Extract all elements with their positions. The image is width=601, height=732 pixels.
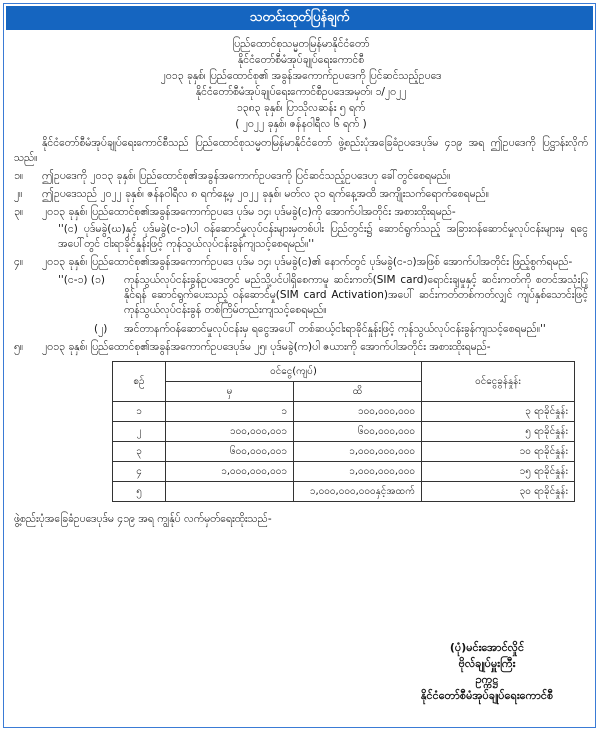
- cell-rate: ၁၀ ရာခိုင်နှုန်း: [422, 442, 575, 462]
- cell-rate: ၃၀ ရာခိုင်နှုန်း: [422, 482, 575, 502]
- signature-block: [387, 640, 587, 704]
- col-header-income: ဝင်ငွေ(ကျပ်): [166, 362, 422, 382]
- header-line-5: ၁၃၈၃ ခုနှစ်၊ ပြာသိုလဆန်း ၅ ရက်: [236, 102, 366, 114]
- cell-index: ၂: [113, 422, 166, 442]
- cell-rate: ၁၅ ရာခိုင်နှုန်း: [422, 462, 575, 482]
- table-row: [113, 422, 575, 442]
- section-5: [14, 340, 588, 355]
- subsection-text: ကုန်သွယ်လုပ်ငန်းခွန်ဥပဒေတွင် မည်သို့ပင်ပါရှိစေကာမူ ဆင်းကတ်(SIM card)ရောင်းချမှုနှင့် ဆင်းကတ်ကို စတင်အသုံးပြုနိုင်ရန် ဆောင်ရွက်ပေးသည့် ဝန်ဆောင်မှု(SIM card Activation)အပေါ် ဆင်းကတ်တစ်ကတ်လျှင် ကျပ်နှစ်သောင်းဖြင့် ကုန်သွယ်လုပ်ငန်းခွန် တစ်ကြိမ်တည်းကျသင့်စေရမည်။: [124, 274, 588, 316]
- col-header-to: ထိ: [294, 382, 422, 402]
- section-number: ၅။: [14, 341, 24, 353]
- cell-index: ၅: [113, 482, 166, 502]
- subsection-text: အင်တာနက်ဝန်ဆောင်မှုလုပ်ငန်းမှ ရငွေအပေါ် တစ်ဆယ့်ငါးရာခိုင်နှုန်းဖြင့် ကုန်သွယ်လုပ်ငန်းခွန်ကျသင့်စေရမည်။'': [124, 323, 546, 335]
- subsection-2: [14, 322, 588, 337]
- cell-to: ၁,၀၀၀,၀၀၀,၀၀၀: [294, 462, 422, 482]
- header-line-2: နိုင်ငံတော်စီမံအုပ်ချုပ်ရေးကောင်စီ: [237, 54, 365, 66]
- table-row: [113, 462, 575, 482]
- cell-to: ၆၀၀,၀၀၀,၀၀၀: [294, 422, 422, 442]
- table-row: [113, 442, 575, 462]
- header-line-6: ( ၂၀၂၂ ခုနှစ်၊ ဇန်နဝါရီလ ၆ ရက် ): [235, 118, 367, 130]
- section-3-quote: ''(င) ပုဒ်မခွဲ(ဃ)နှင့် ပုဒ်မခွဲ(င-၁)ပါ ဝန်ဆောင်မှုလုပ်ငန်းများမှတစ်ပါး ပြည်တွင်း၌ ဆောင်ရွက်သည့် အခြားဝန်ဆောင်မှုလုပ်ငန်းများမှ ရငွေအပေါ်တွင် ငါးရာခိုင်နှုန်းဖြင့် ကုန်သွယ်လုပ်ငန်းခွန်ကျသင့်စေရမည်။'': [58, 223, 588, 250]
- cell-index: ၁: [113, 402, 166, 422]
- signatory-title: ဥက္ကဋ္ဌ: [475, 673, 499, 686]
- section-text: ဤဥပဒေသည် ၂၀၂၂ ခုနှစ်၊ ဇန်နဝါရီလ ၈ ရက်နေ့မှ ၂၀၂၂ ခုနှစ်၊ မတ်လ ၃၁ ရက်နေ့အထိ အကျိုးသက်ရောက်စေရမည်။: [42, 188, 489, 200]
- section-number: ၂။: [14, 188, 23, 200]
- header-line-4: နိုင်ငံတော်စီမံအုပ်ချုပ်ရေးကောင်စီဥပဒေအမှတ်၊ ၁/၂၀၂၂: [195, 86, 407, 98]
- cell-index: ၃: [113, 442, 166, 462]
- cell-to: ၁,၀၀၀,၀၀၀,၀၀၀: [294, 442, 422, 462]
- cell-from: [166, 482, 294, 502]
- cell-from: ၆၀၀,၀၀၀,၀၀၁: [166, 442, 294, 462]
- table-row: [113, 402, 575, 422]
- cell-from: ၁၀၀,၀၀၀,၀၀၁: [166, 422, 294, 442]
- section-number: ၃။: [14, 206, 24, 218]
- header-line-3: ၂၀၁၃ ခုနှစ်၊ ပြည်ထောင်စု၏ အခွန်အကောက်ဥပဒေကို ပြင်ဆင်သည့်ဥပဒေ: [160, 70, 442, 82]
- subsection-label: ''(င-၁) (၁): [58, 274, 105, 286]
- press-release-banner: သတင်းထုတ်ပြန်ချက်: [6, 6, 593, 30]
- closing-line: ဖွဲ့စည်းပုံအခြေခံဥပဒေပုဒ်မ ၄၁၉ အရ ကျွန်ုပ် လက်မှတ်ရေးထိုးသည်-: [14, 513, 272, 525]
- cell-rate: ၅ ရာခိုင်နှုန်း: [422, 422, 575, 442]
- col-header-from: မှ: [166, 382, 294, 402]
- cell-to: ၁၀၀,၀၀၀,၀၀၀: [294, 402, 422, 422]
- subsection-1: [14, 273, 588, 318]
- col-header-rate: ဝင်ငွေခွန်နှုန်း: [422, 362, 575, 402]
- signatory-rank: ဗိုလ်ချုပ်မှူးကြီး: [458, 657, 516, 670]
- col-header-index: စဉ်: [113, 362, 166, 402]
- section-1: [14, 169, 588, 184]
- section-number: ၄။: [14, 256, 24, 268]
- cell-index: ၄: [113, 462, 166, 482]
- cell-rate: ၃ ရာခိုင်နှုန်း: [422, 402, 575, 422]
- document-header: [14, 37, 588, 132]
- income-tax-table: [112, 361, 575, 502]
- signatory-organization: နိုင်ငံတော်စီမံအုပ်ချုပ်ရေးကောင်စီ: [420, 689, 554, 702]
- section-text: ဤဥပဒေကို ၂၀၁၃ ခုနှစ်၊ ပြည်ထောင်စု၏အခွန်အကောက်ဥပဒေကို ပြင်ဆင်သည့်ဥပဒေဟု ခေါ်တွင်စေရမည်။: [42, 170, 451, 182]
- section-text: ၂၀၁၃ ခုနှစ်၊ ပြည်ထောင်စု၏အခွန်အကောက်ဥပဒေ ပုဒ်မ ၁၄၊ ပုဒ်မခွဲ(င)၏ နောက်တွင် ပုဒ်မခွဲ(င-၁)အဖြစ် အောက်ပါအတိုင်း ဖြည့်စွက်ရမည်-: [42, 256, 573, 268]
- header-line-1: ပြည်ထောင်စုသမ္မတမြန်မာနိုင်ငံတော်: [232, 38, 370, 50]
- section-4: [14, 255, 588, 270]
- intro-paragraph: နိုင်ငံတော်စီမံအုပ်ချုပ်ရေးကောင်စီသည် ပြည်ထောင်စုသမ္မတမြန်မာနိုင်ငံတော် ဖွဲ့စည်းပုံအခြေခံဥပဒေပုဒ်မ ၄၁၉ အရ ဤဥပဒေကို ပြဋ္ဌာန်းလိုက်သည်။: [14, 137, 588, 164]
- cell-to: ၁,၀၀၀,၀၀၀,၀၀၀နှင့်အထက်: [294, 482, 422, 502]
- section-text: ၂၀၁၃ ခုနှစ်၊ ပြည်ထောင်စု၏အခွန်အကောက်ဥပဒေ ပုဒ်မ ၁၄၊ ပုဒ်မခွဲ(င)ကို အောက်ပါအတိုင်း အစားထိုးရမည်-: [42, 206, 456, 218]
- subsection-label: (၂): [94, 323, 108, 335]
- cell-from: ၁,၀၀၀,၀၀၀,၀၀၁: [166, 462, 294, 482]
- section-2: [14, 187, 588, 202]
- section-number: ၁။: [14, 170, 24, 182]
- section-text: ၂၀၁၃ ခုနှစ်၊ ပြည်ထောင်စု၏အခွန်အကောက်ဥပဒေပုဒ်မ ၂၅၊ ပုဒ်မခွဲ(က)ပါ ဇယားကို အောက်ပါအတိုင်း အစားထိုးရမည်-: [42, 341, 491, 353]
- cell-from: ၁: [166, 402, 294, 422]
- document-body: [14, 36, 588, 527]
- section-3: [14, 205, 588, 220]
- table-row: [113, 482, 575, 502]
- signatory-name: (ပုံ)မင်းအောင်လှိုင်: [449, 641, 525, 654]
